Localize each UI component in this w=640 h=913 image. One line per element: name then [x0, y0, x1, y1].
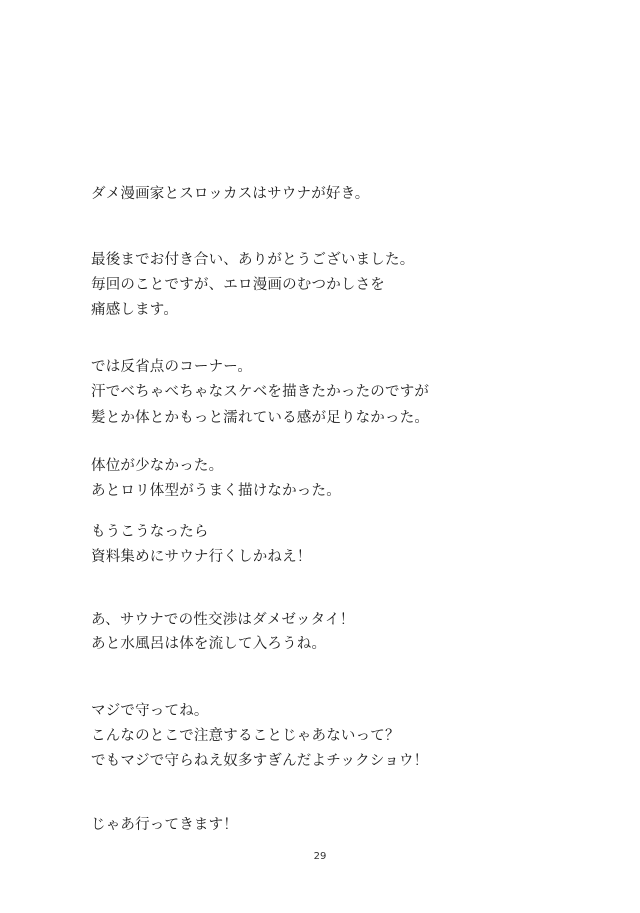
text-line: じゃあ行ってきます！	[91, 817, 238, 833]
text-line: マジで守ってね。	[91, 703, 209, 719]
text-line: あとロリ体型がうまく描けなかった。	[91, 483, 341, 499]
text-line: 体位が少なかった。	[91, 458, 224, 474]
text-line: 痛感します。	[91, 302, 179, 318]
text-line: ダメ漫画家とスロッカスはサウナが好き。	[91, 186, 370, 202]
text-line: でもマジで守らねえ奴多すぎんだよチックショウ！	[91, 753, 429, 769]
text-line: では反省点のコーナー。	[91, 359, 253, 375]
text-line: 最後までお付き合い、ありがとうございました。	[91, 252, 415, 268]
text-line: 髪とか体とかもっと濡れている感が足りなかった。	[91, 410, 430, 426]
text-line: 資料集めにサウナ行くしかねえ！	[91, 549, 312, 565]
text-line: あ、サウナでの性交渉はダメゼッタイ！	[91, 612, 355, 628]
text-line: 毎回のことですが、エロ漫画のむつかしさを	[91, 277, 385, 293]
text-line: もうこうなったら	[91, 524, 209, 540]
page-number: 29	[313, 851, 327, 862]
text-line: あと水風呂は体を流して入ろうね。	[91, 636, 327, 652]
text-line: 汗でべちゃべちゃなスケベを描きたかったのですが	[91, 384, 430, 400]
text-line: こんなのとこで注意することじゃあないって？	[91, 728, 400, 744]
